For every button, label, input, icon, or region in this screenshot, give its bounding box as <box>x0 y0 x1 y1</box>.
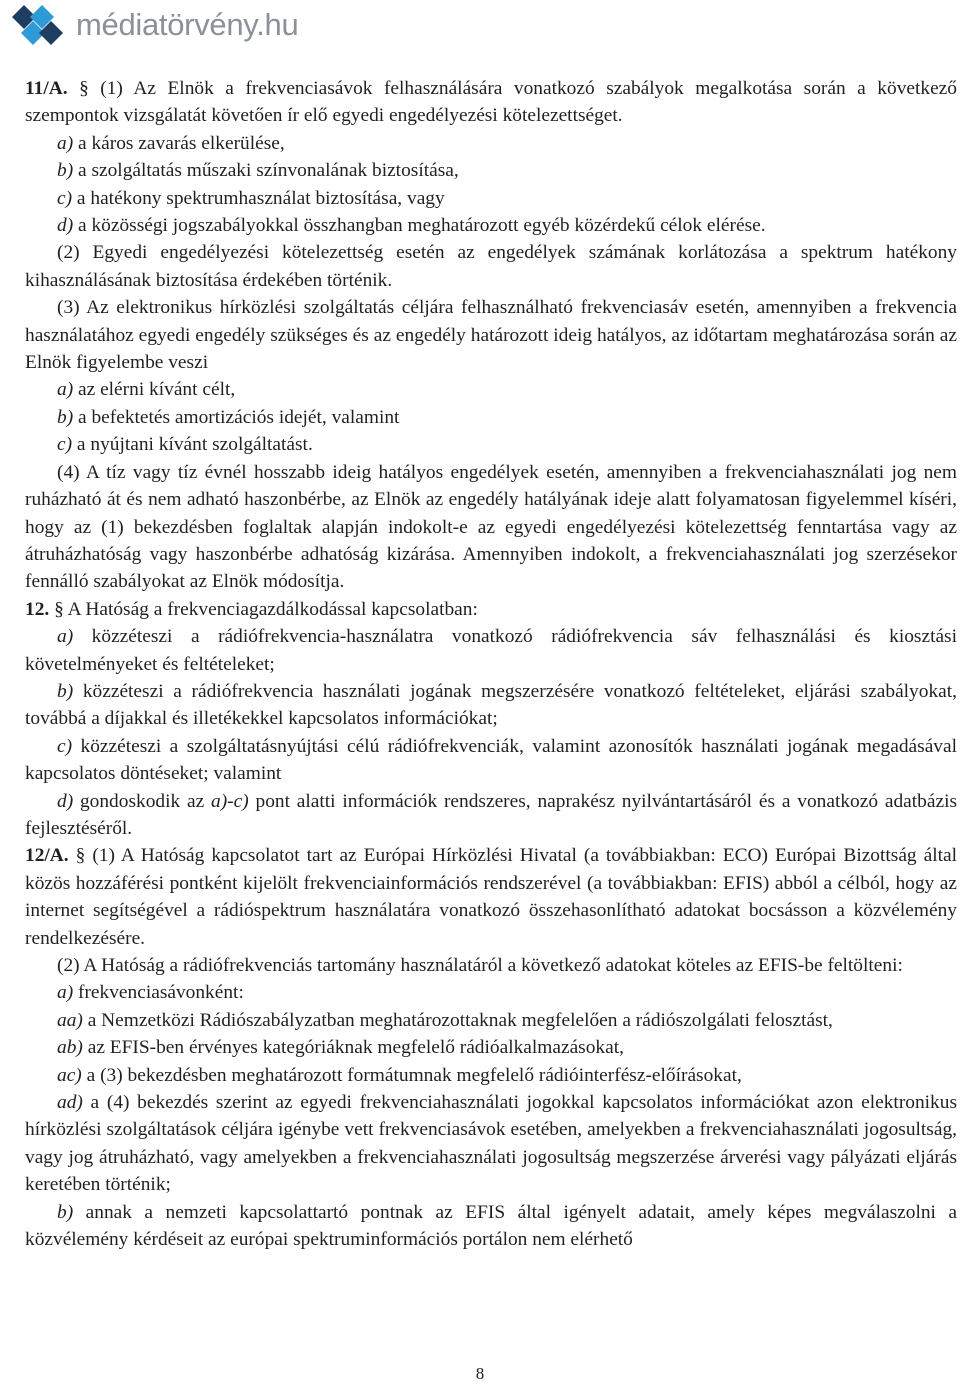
paragraph <box>25 1007 957 1034</box>
paragraph-text: a hatékony spektrumhasználat biztosítása, vagy <box>72 187 445 209</box>
section-number: 12. <box>25 598 50 620</box>
paragraph <box>25 431 957 458</box>
paragraph-text: a befektetés amortizációs idejét, valamint <box>73 406 400 428</box>
paragraph <box>25 1199 957 1254</box>
paragraph <box>25 130 957 157</box>
point-marker: d) <box>57 215 74 237</box>
paragraph-text: a (3) bekezdésben meghatározott formátumnak megfelelő rádióinterfész-előírásokat, <box>81 1064 742 1086</box>
paragraph <box>25 376 957 403</box>
paragraph <box>25 842 957 952</box>
paragraph <box>25 1089 957 1199</box>
point-marker: ab) <box>57 1037 83 1059</box>
point-marker: b) <box>57 160 74 182</box>
paragraph <box>25 733 957 788</box>
paragraph-text: annak a nemzeti kapcsolattartó pontnak az EFIS által igényelt adatait, amely képes megválaszolni a közvélemény kérdéseit az európai spektruminformációs portálon nem elérhető <box>25 1201 957 1251</box>
paragraph-text: (2) Egyedi engedélyezési kötelezettség esetén az engedélyek számának korlátozása a spektrum hatékony kihasználásának biztosítása érdekében történik. <box>25 242 957 291</box>
document-body <box>25 75 957 1253</box>
paragraph <box>25 239 957 294</box>
paragraph-text: a szolgáltatás műszaki színvonalának biztosítása, <box>73 160 459 182</box>
site-logo[interactable] <box>10 2 298 48</box>
point-marker: c) <box>57 187 73 209</box>
paragraph-text: a Nemzetközi Rádiószabályzatban meghatározottaknak megfelelően a rádiószolgálati felosztást, <box>82 1009 833 1031</box>
point-marker: a) <box>57 132 74 154</box>
paragraph-text: a (4) bekezdés szerint az egyedi frekvenciahasználati jogokkal kapcsolatos információkat azon elektronikus hírközlési szolgáltatások céljára igénybe vett frekvenciasávok esetében, amelyekben a frekvenciahasználati jogosultság, vagy jog átruházható, vagy amelyekben a frekvenciahasználati jogosultság megszerzése árverési vagy pályázati eljárás keretében történik; <box>25 1092 957 1196</box>
paragraph <box>25 979 957 1006</box>
paragraph-text: (4) A tíz vagy tíz évnél hosszabb ideig hatályos engedélyek esetén, amennyiben a frekvenciahasználati jog nem ruházható át és nem adható haszonbérbe, az Elnök az engedély hatályának ideje alatt folyamatosan figyelemmel kíséri, hogy az (1) bekezdésben foglaltak alapján indokolt-e az egyedi engedélyezési kötelezettség fenntartása vagy az átruházhatóság vagy haszonbérbe adhatóság kizárása. Amennyiben indokolt, a frekvenciahasználati jog szerzésekor fennálló szabályokat az Elnök módosítja. <box>25 461 957 593</box>
paragraph <box>25 596 957 623</box>
paragraph-text: közzéteszi a rádiófrekvencia-használatra vonatkozó rádiófrekvencia sáv felhasználási és kiosztási követelményeket és feltételeket; <box>25 626 957 675</box>
paragraph-text: gondoskodik az <box>73 790 212 812</box>
point-marker: ac) <box>57 1064 82 1086</box>
paragraph <box>25 623 957 678</box>
paragraph <box>25 1034 957 1061</box>
page-number: 8 <box>475 1364 485 1383</box>
paragraph-text: az elérni kívánt célt, <box>73 379 236 401</box>
point-marker: a) <box>57 379 74 401</box>
point-marker: aa) <box>57 1009 83 1031</box>
point-marker: ad) <box>57 1092 83 1114</box>
paragraph <box>25 212 957 239</box>
point-marker: a) <box>57 982 74 1004</box>
paragraph-text: frekvenciasávonként: <box>73 982 244 1004</box>
point-reference: a)-c) <box>211 790 249 812</box>
point-marker: c) <box>57 735 73 757</box>
point-marker: b) <box>57 680 74 702</box>
section-number: 11/A. <box>25 78 68 99</box>
paragraph-text: pont alatti információk rendszeres, naprakész nyilvántartásáról és a vonatkozó adatbázis fejlesztéséről. <box>25 790 957 839</box>
paragraph-text: a káros zavarás elkerülése, <box>73 132 285 154</box>
paragraph-text: a nyújtani kívánt szolgáltatást. <box>72 434 313 456</box>
paragraph-text: közzéteszi a szolgáltatásnyújtási célú rádiófrekvenciák, valamint azonosítók használati jogának megadásával kapcsolatos döntéseket; valamint <box>25 735 957 785</box>
paragraph <box>25 678 957 733</box>
paragraph <box>25 952 957 979</box>
paragraph-text: az EFIS-ben érvényes kategóriáknak megfelelő rádióalkalmazásokat, <box>82 1037 624 1059</box>
paragraph-text: a közösségi jogszabályokkal összhangban meghatározott egyéb közérdekű célok elérése. <box>73 215 766 237</box>
point-marker: b) <box>57 406 74 428</box>
paragraph-text: § (1) Az Elnök a frekvenciasávok felhasználására vonatkozó szabályok megalkotása során a következő szempontok vizsgálatát követően ír elő egyedi engedélyezési kötelezettséget. <box>25 78 957 127</box>
point-marker: d) <box>57 790 74 812</box>
paragraph <box>25 404 957 431</box>
logo-text: médiatörvény.hu <box>76 7 299 42</box>
paragraph-text: § (1) A Hatóság kapcsolatot tart az Európai Hírközlési Hivatal (a továbbiakban: ECO) Európai Bizottság által közös hozzáférési pontként kijelölt frekvenciainformációs rendszerével (a továbbiakban: EFIS) abból a célból, hogy az internet segítségével a rádióspektrum használatára vonatkozó összehasonlítható adatokat bocsásson a közvélemény rendelkezésére. <box>25 845 957 949</box>
point-marker: a) <box>57 626 74 648</box>
paragraph <box>25 294 957 376</box>
paragraph <box>25 75 957 130</box>
point-marker: b) <box>57 1201 74 1223</box>
paragraph <box>25 157 957 184</box>
diamond-cluster-icon <box>10 3 70 47</box>
section-number: 12/A. <box>25 845 69 867</box>
paragraph-text: (2) A Hatóság a rádiófrekvenciás tartomány használatáról a következő adatokat köteles az EFIS-be feltölteni: <box>57 955 903 976</box>
paragraph <box>25 185 957 212</box>
point-marker: c) <box>57 434 73 456</box>
paragraph-text: § A Hatóság a frekvenciagazdálkodással kapcsolatban: <box>49 598 478 620</box>
paragraph <box>25 788 957 843</box>
paragraph-text: közzéteszi a rádiófrekvencia használati jogának megszerzésére vonatkozó feltételeket, eljárási szabályokat, továbbá a díjakkal és illetékekkel kapcsolatos információkat; <box>25 680 957 730</box>
paragraph-text: (3) Az elektronikus hírközlési szolgáltatás céljára felhasználható frekvenciasáv esetén, amennyiben a frekvencia használatához egyedi engedély szükséges és az engedély határozott ideig hatályos, az időtartam meghatározása során az Elnök figyelembe veszi <box>25 297 957 374</box>
paragraph <box>25 1062 957 1089</box>
paragraph <box>25 459 957 596</box>
